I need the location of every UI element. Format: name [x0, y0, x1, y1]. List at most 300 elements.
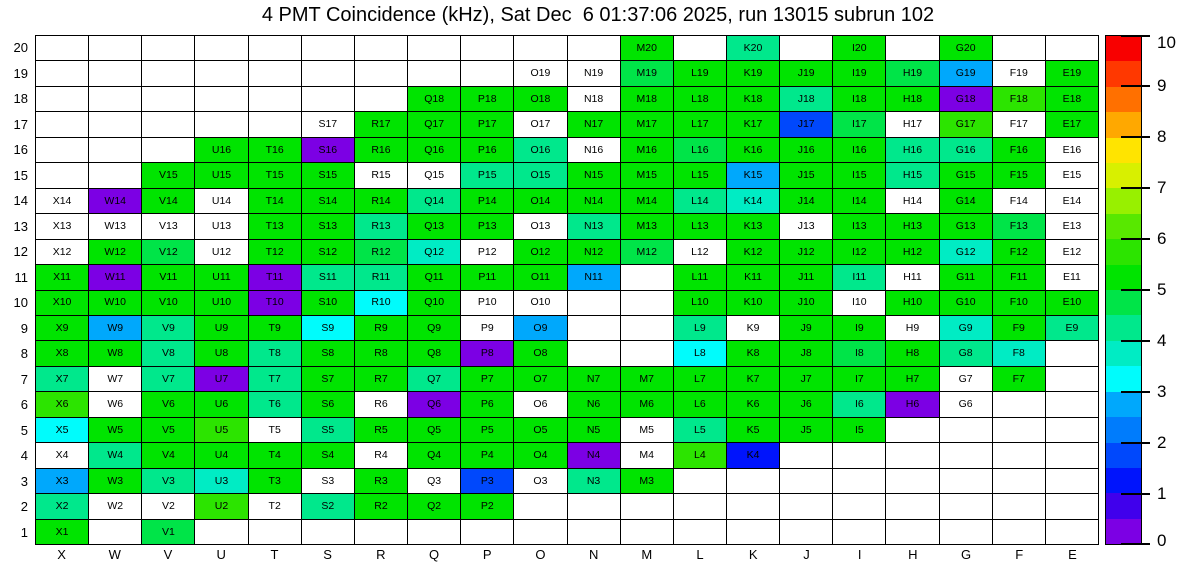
cell-M6: M6 [621, 392, 674, 417]
cell-empty [514, 520, 567, 545]
cell-U4: U4 [195, 443, 248, 468]
cell-U5: U5 [195, 418, 248, 443]
colorbar [1105, 33, 1196, 550]
row-label-4: 4 [20, 448, 28, 464]
cell-R16: R16 [355, 138, 408, 163]
cell-U10: U10 [195, 291, 248, 316]
col-label-T: T [270, 547, 279, 562]
cell-V6: V6 [142, 392, 195, 417]
cell-E13: E13 [1046, 214, 1099, 239]
row-label-10: 10 [13, 295, 28, 311]
cell-W4: W4 [89, 443, 142, 468]
cell-H16: H16 [886, 138, 939, 163]
cell-V7: V7 [142, 367, 195, 392]
cell-O6: O6 [514, 392, 567, 417]
cell-empty [833, 443, 886, 468]
cell-R3: R3 [355, 469, 408, 494]
cell-F18: F18 [993, 87, 1046, 112]
cell-empty [621, 265, 674, 290]
cell-G16: G16 [940, 138, 993, 163]
cell-J13: J13 [780, 214, 833, 239]
cell-empty [833, 469, 886, 494]
cell-I16: I16 [833, 138, 886, 163]
row-label-2: 2 [20, 499, 28, 515]
cell-N13: N13 [568, 214, 621, 239]
cell-E17: E17 [1046, 112, 1099, 137]
cell-empty [89, 520, 142, 545]
cell-P3: P3 [461, 469, 514, 494]
cell-S14: S14 [302, 189, 355, 214]
cell-empty [249, 112, 302, 137]
cell-T7: T7 [249, 367, 302, 392]
cell-T6: T6 [249, 392, 302, 417]
col-label-R: R [376, 547, 386, 562]
cell-M7: M7 [621, 367, 674, 392]
cell-V15: V15 [142, 163, 195, 188]
cell-K11: K11 [727, 265, 780, 290]
cell-H6: H6 [886, 392, 939, 417]
cell-S16: S16 [302, 138, 355, 163]
colorbar-tick-label-10: 10 [1157, 33, 1176, 52]
cell-U14: U14 [195, 189, 248, 214]
cell-Q6: Q6 [408, 392, 461, 417]
colorbar-tick-6 [1121, 238, 1150, 240]
cell-J16: J16 [780, 138, 833, 163]
cell-M16: M16 [621, 138, 674, 163]
cell-empty [89, 36, 142, 61]
cell-Q3: Q3 [408, 469, 461, 494]
cell-Q10: Q10 [408, 291, 461, 316]
cell-O18: O18 [514, 87, 567, 112]
colorbar-band-8 [1106, 315, 1141, 340]
col-label-N: N [588, 547, 599, 562]
cell-empty [195, 61, 248, 86]
cell-L12: L12 [674, 240, 727, 265]
cell-H13: H13 [886, 214, 939, 239]
cell-L4: L4 [674, 443, 727, 468]
row-label-11: 11 [14, 269, 28, 285]
cell-O4: O4 [514, 443, 567, 468]
cell-I9: I9 [833, 316, 886, 341]
cell-K12: K12 [727, 240, 780, 265]
col-label-M: M [641, 547, 653, 562]
cell-empty [621, 291, 674, 316]
cell-empty [36, 112, 89, 137]
cell-G14: G14 [940, 189, 993, 214]
cell-Q5: Q5 [408, 418, 461, 443]
cell-empty [195, 87, 248, 112]
cell-empty [780, 443, 833, 468]
cell-R13: R13 [355, 214, 408, 239]
cell-empty [1046, 367, 1099, 392]
cell-M3: M3 [621, 469, 674, 494]
cell-U12: U12 [195, 240, 248, 265]
cell-L5: L5 [674, 418, 727, 443]
cell-empty [249, 36, 302, 61]
cell-empty [780, 520, 833, 545]
cell-W5: W5 [89, 418, 142, 443]
colorbar-band-15 [1106, 138, 1141, 163]
cell-empty [621, 316, 674, 341]
cell-J15: J15 [780, 163, 833, 188]
row-label-19: 19 [13, 65, 28, 81]
cell-L13: L13 [674, 214, 727, 239]
cell-U15: U15 [195, 163, 248, 188]
cell-S2: S2 [302, 494, 355, 519]
row-label-3: 3 [20, 473, 28, 489]
cell-V10: V10 [142, 291, 195, 316]
cell-E9: E9 [1046, 316, 1099, 341]
cell-V12: V12 [142, 240, 195, 265]
cell-empty [89, 61, 142, 86]
cell-J6: J6 [780, 392, 833, 417]
colorbar-tick-label-9: 9 [1157, 76, 1167, 95]
cell-N16: N16 [568, 138, 621, 163]
cell-empty [886, 469, 939, 494]
cell-G11: G11 [940, 265, 993, 290]
cell-J8: J8 [780, 341, 833, 366]
colorbar-tick-label-2: 2 [1157, 433, 1167, 452]
cell-M12: M12 [621, 240, 674, 265]
cell-J17: J17 [780, 112, 833, 137]
colorbar-band-2 [1106, 468, 1141, 493]
cell-O10: O10 [514, 291, 567, 316]
cell-X12: X12 [36, 240, 89, 265]
cell-I17: I17 [833, 112, 886, 137]
cell-empty [568, 36, 621, 61]
cell-K4: K4 [727, 443, 780, 468]
cell-X3: X3 [36, 469, 89, 494]
cell-K10: K10 [727, 291, 780, 316]
cell-empty [36, 163, 89, 188]
cell-empty [89, 112, 142, 137]
cell-empty [940, 418, 993, 443]
cell-empty [886, 520, 939, 545]
cell-G13: G13 [940, 214, 993, 239]
cell-L17: L17 [674, 112, 727, 137]
cell-F13: F13 [993, 214, 1046, 239]
cell-J10: J10 [780, 291, 833, 316]
cell-T14: T14 [249, 189, 302, 214]
cell-S8: S8 [302, 341, 355, 366]
cell-empty [36, 138, 89, 163]
cell-S4: S4 [302, 443, 355, 468]
cell-X8: X8 [36, 341, 89, 366]
cell-empty [36, 61, 89, 86]
cell-empty [727, 520, 780, 545]
col-label-U: U [216, 547, 226, 562]
cell-N5: N5 [568, 418, 621, 443]
cell-empty [142, 112, 195, 137]
cell-H10: H10 [886, 291, 939, 316]
row-label-20: 20 [13, 40, 28, 56]
cell-Q11: Q11 [408, 265, 461, 290]
cell-X1: X1 [36, 520, 89, 545]
cell-O5: O5 [514, 418, 567, 443]
cell-I8: I8 [833, 341, 886, 366]
cell-V14: V14 [142, 189, 195, 214]
chart-title: 4 PMT Coincidence (kHz), Sat Dec 6 01:37:06 2025, run 13015 subrun 102 [261, 4, 935, 26]
cell-P18: P18 [461, 87, 514, 112]
colorbar-tick-10 [1121, 35, 1150, 37]
cell-O19: O19 [514, 61, 567, 86]
cell-R17: R17 [355, 112, 408, 137]
cell-G10: G10 [940, 291, 993, 316]
cell-empty [568, 520, 621, 545]
cell-empty [302, 36, 355, 61]
cell-X9: X9 [36, 316, 89, 341]
cell-H17: H17 [886, 112, 939, 137]
cell-P12: P12 [461, 240, 514, 265]
cell-X2: X2 [36, 494, 89, 519]
cell-J19: J19 [780, 61, 833, 86]
cell-empty [1046, 443, 1099, 468]
cell-N17: N17 [568, 112, 621, 137]
cell-F9: F9 [993, 316, 1046, 341]
cell-Q2: Q2 [408, 494, 461, 519]
cell-empty [249, 87, 302, 112]
cell-K16: K16 [727, 138, 780, 163]
cell-empty [674, 469, 727, 494]
cell-R14: R14 [355, 189, 408, 214]
cell-empty [993, 469, 1046, 494]
colorbar-band-14 [1106, 163, 1141, 188]
cell-empty [886, 418, 939, 443]
cell-U8: U8 [195, 341, 248, 366]
cell-L18: L18 [674, 87, 727, 112]
cell-I10: I10 [833, 291, 886, 316]
cell-T2: T2 [249, 494, 302, 519]
cell-N6: N6 [568, 392, 621, 417]
colorbar-tick-label-4: 4 [1157, 331, 1167, 350]
cell-K5: K5 [727, 418, 780, 443]
row-label-18: 18 [13, 91, 28, 107]
cell-empty [940, 494, 993, 519]
cell-J11: J11 [780, 265, 833, 290]
cell-F12: F12 [993, 240, 1046, 265]
colorbar-band-7 [1106, 341, 1141, 366]
cell-H7: H7 [886, 367, 939, 392]
cell-empty [89, 138, 142, 163]
colorbar-tick-label-5: 5 [1157, 280, 1167, 299]
cell-empty [1046, 520, 1099, 545]
cell-M13: M13 [621, 214, 674, 239]
row-label-6: 6 [20, 397, 28, 413]
colorbar-band-9 [1106, 290, 1141, 315]
colorbar-band-10 [1106, 265, 1141, 290]
cell-P2: P2 [461, 494, 514, 519]
cell-T9: T9 [249, 316, 302, 341]
cell-empty [886, 494, 939, 519]
cell-E10: E10 [1046, 291, 1099, 316]
cell-R15: R15 [355, 163, 408, 188]
cell-W3: W3 [89, 469, 142, 494]
cell-X13: X13 [36, 214, 89, 239]
cell-S5: S5 [302, 418, 355, 443]
cell-L11: L11 [674, 265, 727, 290]
cell-E18: E18 [1046, 87, 1099, 112]
col-label-V: V [163, 547, 173, 562]
cell-S6: S6 [302, 392, 355, 417]
cell-U11: U11 [195, 265, 248, 290]
cell-T12: T12 [249, 240, 302, 265]
cell-J18: J18 [780, 87, 833, 112]
colorbar-band-1 [1106, 493, 1141, 518]
cell-empty [568, 494, 621, 519]
cell-empty [408, 36, 461, 61]
cell-G9: G9 [940, 316, 993, 341]
row-label-1: 1 [20, 524, 28, 540]
cell-H8: H8 [886, 341, 939, 366]
cell-O7: O7 [514, 367, 567, 392]
cell-G7: G7 [940, 367, 993, 392]
cell-empty [355, 87, 408, 112]
cell-R2: R2 [355, 494, 408, 519]
col-label-H: H [908, 547, 918, 562]
cell-M5: M5 [621, 418, 674, 443]
cell-T8: T8 [249, 341, 302, 366]
cell-O9: O9 [514, 316, 567, 341]
col-label-J: J [803, 547, 810, 562]
cell-P6: P6 [461, 392, 514, 417]
cell-P17: P17 [461, 112, 514, 137]
cell-R11: R11 [355, 265, 408, 290]
cell-M20: M20 [621, 36, 674, 61]
cell-empty [621, 494, 674, 519]
cell-R5: R5 [355, 418, 408, 443]
cell-empty [993, 418, 1046, 443]
cell-N4: N4 [568, 443, 621, 468]
cell-F8: F8 [993, 341, 1046, 366]
cell-W7: W7 [89, 367, 142, 392]
cell-empty [1046, 392, 1099, 417]
cell-V1: V1 [142, 520, 195, 545]
cell-I14: I14 [833, 189, 886, 214]
cell-T3: T3 [249, 469, 302, 494]
cell-O17: O17 [514, 112, 567, 137]
cell-M15: M15 [621, 163, 674, 188]
cell-J9: J9 [780, 316, 833, 341]
cell-F15: F15 [993, 163, 1046, 188]
cell-T4: T4 [249, 443, 302, 468]
cell-empty [302, 87, 355, 112]
row-label-14: 14 [13, 193, 28, 209]
colorbar-band-6 [1106, 366, 1141, 391]
cell-empty [89, 163, 142, 188]
cell-P9: P9 [461, 316, 514, 341]
cell-empty [833, 494, 886, 519]
heatmap-grid [35, 35, 1099, 545]
cell-S7: S7 [302, 367, 355, 392]
cell-empty [461, 36, 514, 61]
cell-W8: W8 [89, 341, 142, 366]
cell-N12: N12 [568, 240, 621, 265]
cell-empty [1046, 36, 1099, 61]
cell-empty [993, 443, 1046, 468]
cell-Q16: Q16 [408, 138, 461, 163]
col-label-S: S [323, 547, 332, 562]
cell-empty [674, 520, 727, 545]
cell-empty [302, 61, 355, 86]
colorbar-band-19 [1106, 36, 1141, 61]
cell-empty [993, 36, 1046, 61]
colorbar-band-4 [1106, 417, 1141, 442]
cell-empty [1046, 469, 1099, 494]
cell-Q4: Q4 [408, 443, 461, 468]
cell-empty [408, 520, 461, 545]
cell-empty [195, 520, 248, 545]
col-label-L: L [696, 547, 704, 562]
cell-empty [674, 494, 727, 519]
cell-H9: H9 [886, 316, 939, 341]
cell-T5: T5 [249, 418, 302, 443]
cell-empty [142, 36, 195, 61]
cell-M19: M19 [621, 61, 674, 86]
colorbar-tick-label-3: 3 [1157, 382, 1167, 401]
cell-X10: X10 [36, 291, 89, 316]
cell-empty [142, 61, 195, 86]
cell-P11: P11 [461, 265, 514, 290]
cell-W2: W2 [89, 494, 142, 519]
cell-G12: G12 [940, 240, 993, 265]
cell-empty [993, 520, 1046, 545]
cell-Q12: Q12 [408, 240, 461, 265]
cell-I20: I20 [833, 36, 886, 61]
cell-F16: F16 [993, 138, 1046, 163]
cell-F17: F17 [993, 112, 1046, 137]
cell-empty [940, 443, 993, 468]
cell-T16: T16 [249, 138, 302, 163]
cell-I13: I13 [833, 214, 886, 239]
cell-H19: H19 [886, 61, 939, 86]
cell-S3: S3 [302, 469, 355, 494]
cell-empty [36, 87, 89, 112]
cell-empty [886, 36, 939, 61]
cell-L10: L10 [674, 291, 727, 316]
cell-empty [886, 443, 939, 468]
cell-R12: R12 [355, 240, 408, 265]
cell-Q9: Q9 [408, 316, 461, 341]
cell-V9: V9 [142, 316, 195, 341]
cell-empty [780, 494, 833, 519]
cell-empty [89, 87, 142, 112]
cell-O11: O11 [514, 265, 567, 290]
cell-X14: X14 [36, 189, 89, 214]
cell-empty [727, 494, 780, 519]
cell-empty [461, 520, 514, 545]
x-axis-column-labels [35, 547, 1099, 567]
cell-K15: K15 [727, 163, 780, 188]
cell-V11: V11 [142, 265, 195, 290]
cell-N3: N3 [568, 469, 621, 494]
cell-L15: L15 [674, 163, 727, 188]
cell-F10: F10 [993, 291, 1046, 316]
cell-empty [621, 341, 674, 366]
cell-J12: J12 [780, 240, 833, 265]
cell-R7: R7 [355, 367, 408, 392]
colorbar-tick-label-8: 8 [1157, 127, 1167, 146]
cell-empty [621, 520, 674, 545]
colorbar-band-13 [1106, 188, 1141, 213]
colorbar-tick-9 [1121, 85, 1150, 87]
cell-W11: W11 [89, 265, 142, 290]
col-label-G: G [960, 547, 972, 562]
cell-empty [727, 469, 780, 494]
cell-W12: W12 [89, 240, 142, 265]
cell-empty [408, 61, 461, 86]
cell-empty [1046, 341, 1099, 366]
cell-K20: K20 [727, 36, 780, 61]
